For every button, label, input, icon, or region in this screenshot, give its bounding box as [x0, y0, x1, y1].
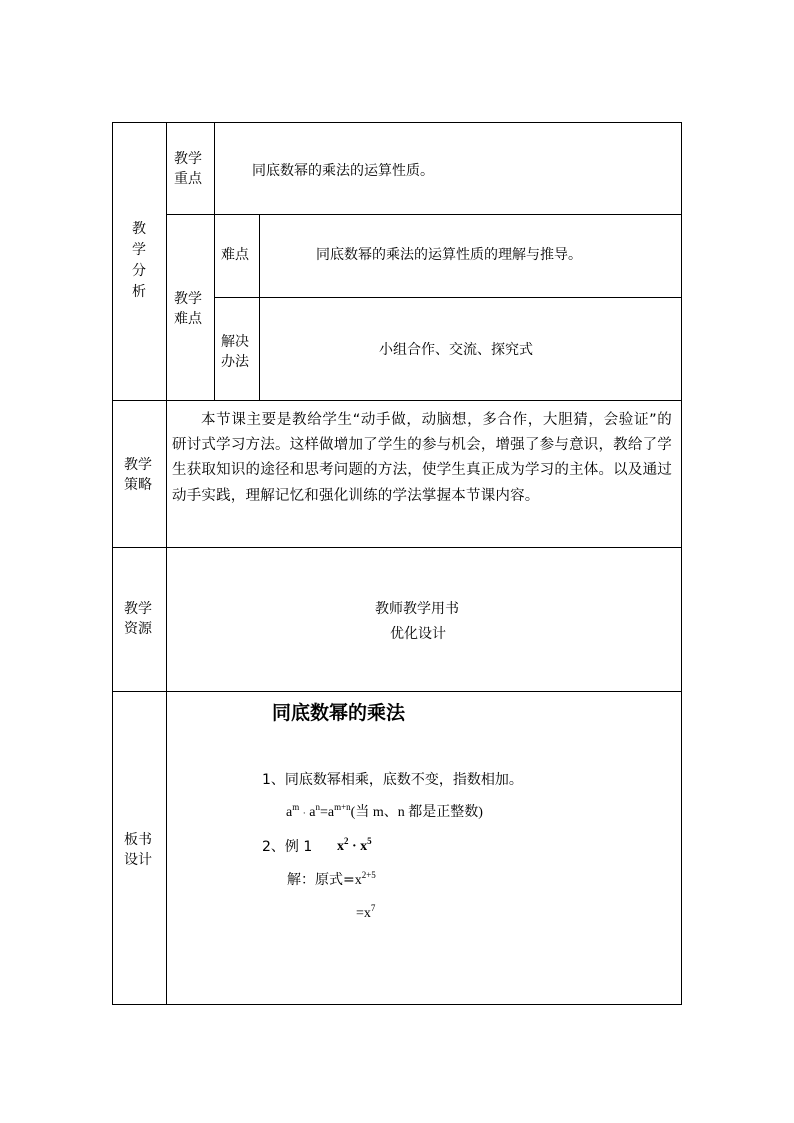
focus-text: 同底数幂的乘法的运算性质。 — [252, 163, 434, 179]
column-divider — [166, 122, 167, 1005]
power-rule-formula: $a^m \cdot a^n=a^{m+n}$(当 m、n 都是正整数) — [286, 802, 483, 820]
resource-item: 优化设计 — [390, 626, 446, 642]
strategy-text: 本节课主要是教给学生“动手做，动脑想，多合作，大胆猜，会验证”的研讨式学习方法。这样做增加了学生的参与机会，增强了参与意识，教给了学生获取知识的途径和思考问题的方法，使学生真正成为学习的主体。以及通过动手实践，理解记忆和强化训练的学法掌握本节课内容。 — [172, 412, 672, 504]
row-divider — [112, 547, 682, 548]
solution-line: 解：原式$=x^{2+5}$ — [287, 870, 376, 888]
difficulty-point-label: 难点 — [221, 247, 249, 263]
resources-label: 教学 资源 — [124, 601, 152, 637]
example-expression: $x^2 \cdot x^5$ — [337, 836, 372, 854]
row-divider — [112, 400, 682, 401]
difficulty-point-text: 同底数幂的乘法的运算性质的理解与推导。 — [316, 247, 582, 263]
solution-result: $=x^7$ — [356, 903, 376, 921]
column-divider — [214, 122, 215, 400]
solution-label: 解决 办法 — [221, 334, 249, 370]
resource-item: 教师教学用书 — [375, 601, 459, 617]
analysis-label: 教 学 分 析 — [132, 221, 146, 300]
board-rule: 1、同底数幂相乘，底数不变，指数相加。 — [262, 772, 523, 788]
focus-label: 教学 重点 — [174, 151, 202, 187]
solution-text: 小组合作、交流、探究式 — [379, 342, 533, 358]
board-title: 同底数幂的乘法 — [272, 702, 406, 724]
example-label: 2、例 1 — [262, 839, 313, 855]
row-divider — [112, 691, 682, 692]
board-label: 板书 设计 — [124, 832, 152, 868]
column-divider — [259, 214, 260, 400]
difficulty-label: 教学 难点 — [174, 291, 202, 327]
strategy-label: 教学 策略 — [124, 457, 152, 493]
row-divider — [166, 214, 682, 215]
row-divider — [214, 297, 682, 298]
